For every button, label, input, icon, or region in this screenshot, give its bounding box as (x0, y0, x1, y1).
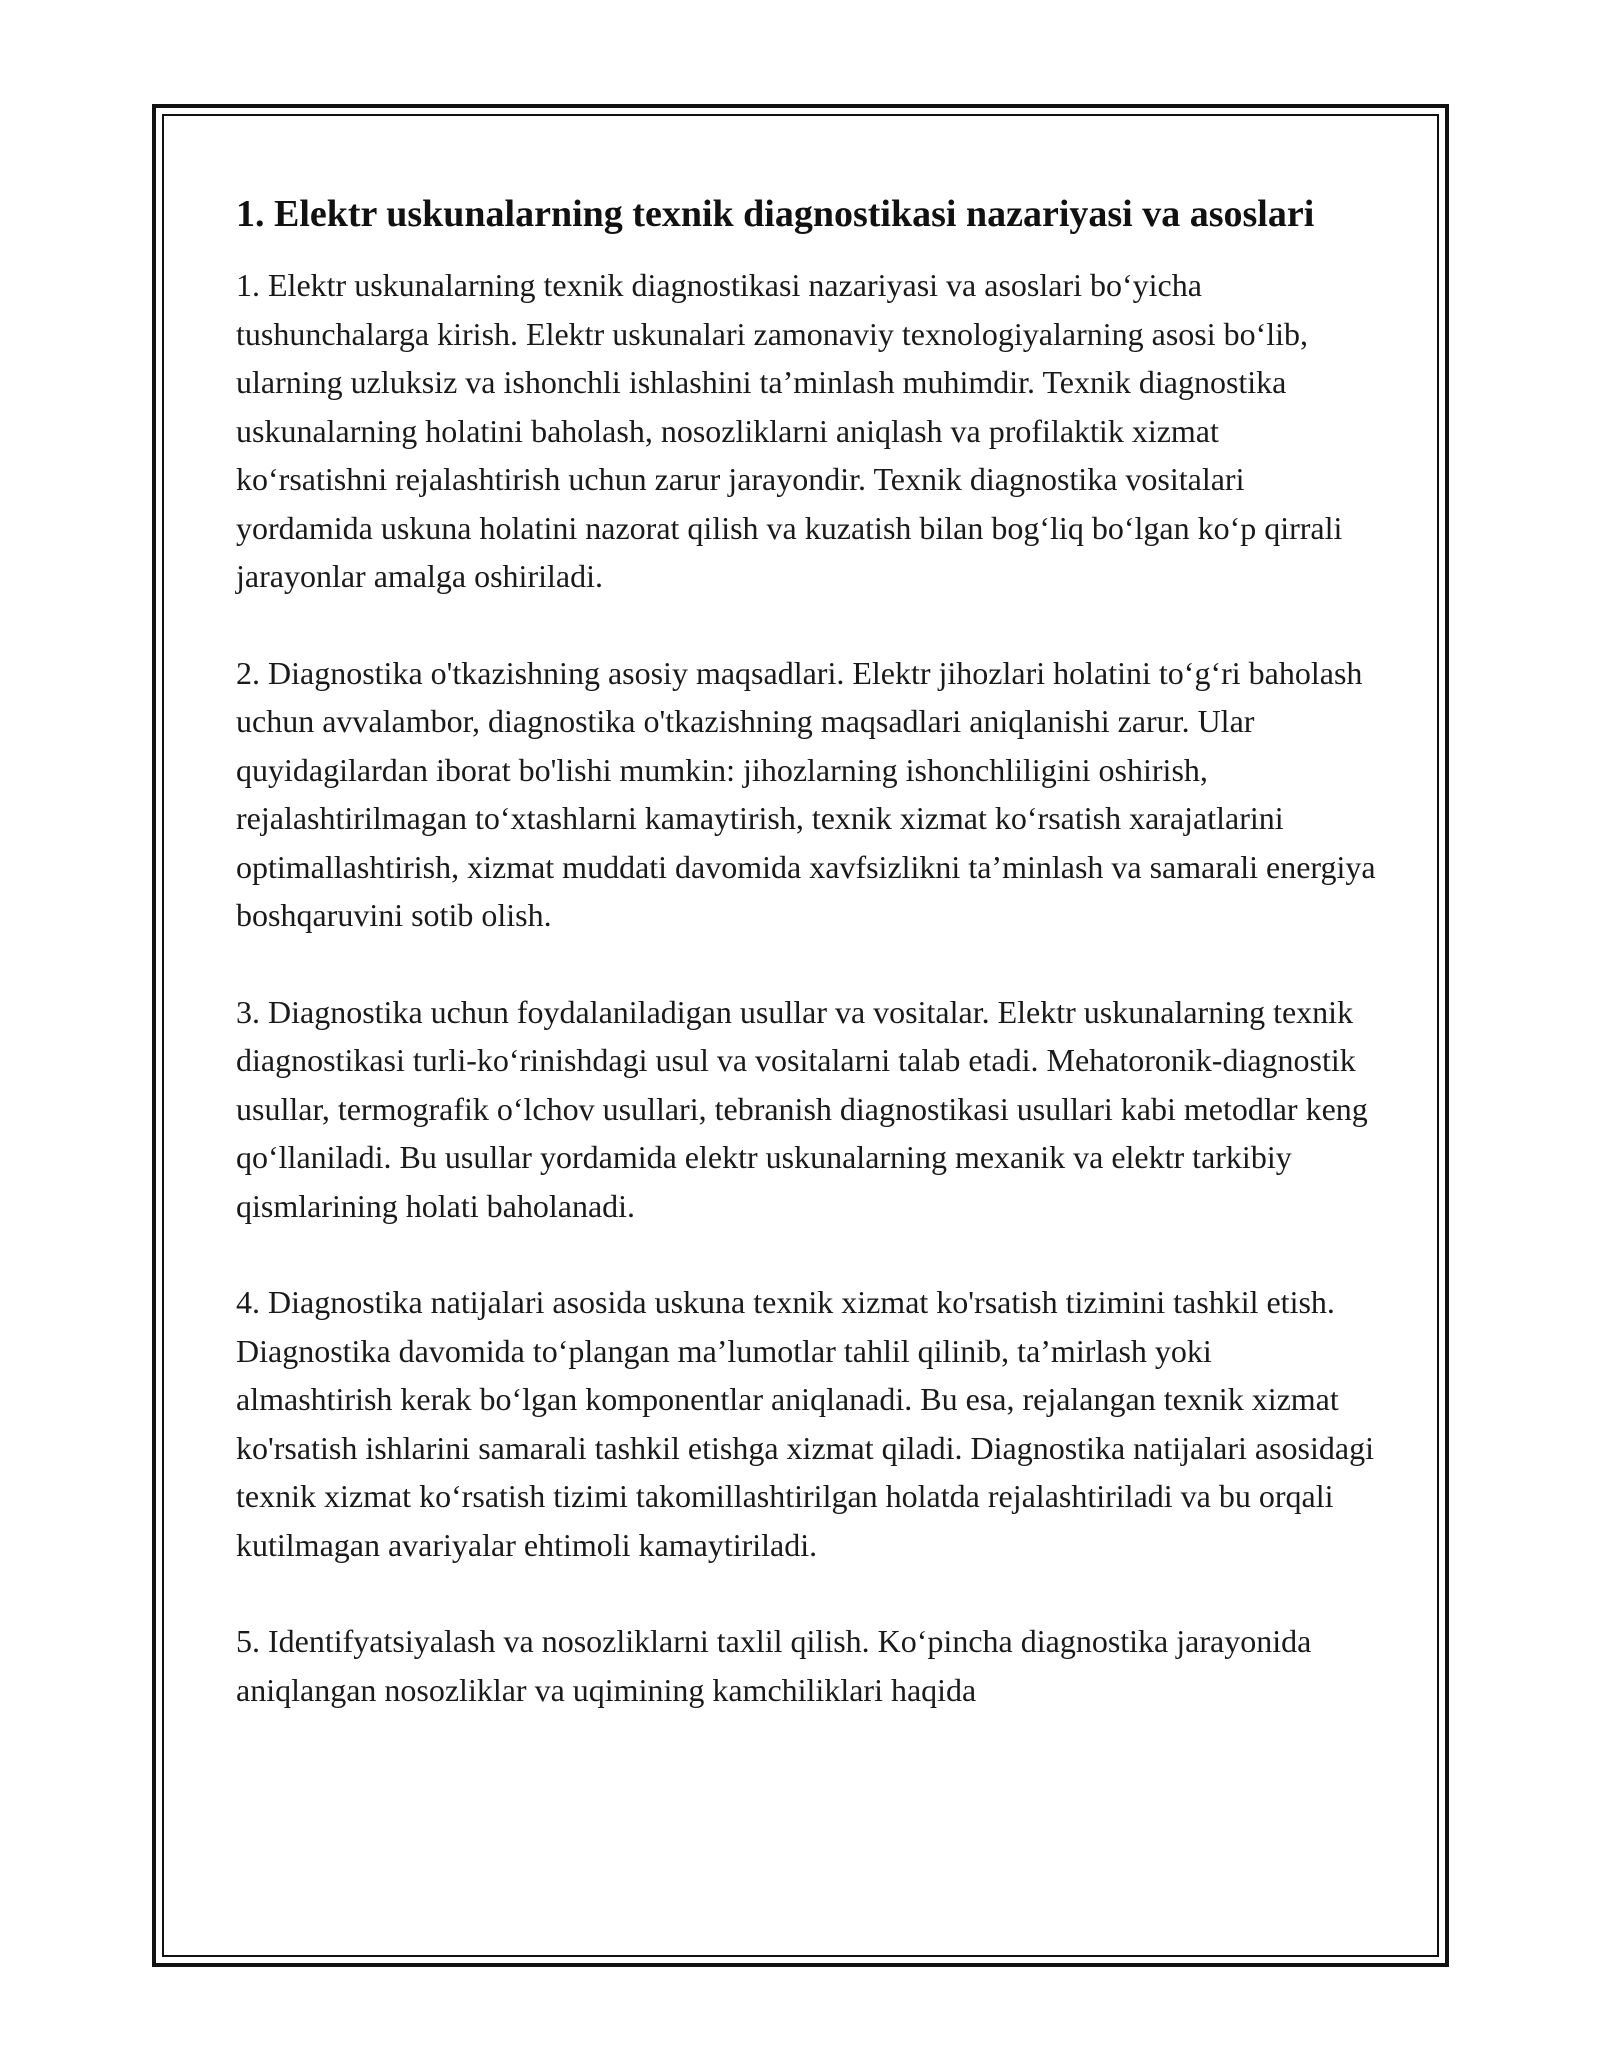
paragraph-5: 5. Identifyatsiyalash va nosozliklarni taxlil qilish. Ko‘pincha diagnostika jarayonida aniqlangan nosozliklar va uqimining kamchiliklari haqida (236, 1623, 1312, 1708)
paragraph-1: 1. Elektr uskunalarning texnik diagnostikasi nazariyasi va asoslari bo‘yicha tushunchalarga kirish. Elektr uskunalari zamonaviy texnologiyalarning asosi bo‘lib, ularning uzluksiz va ishonchli ishlashini ta’minlash muhimdir. Texnik diagnostika uskunalarning holatini baholash, nosozliklarni aniqlash va profilaktik xizmat ko‘rsatishni rejalashtirish uchun zarur jarayondir. Texnik diagnostika vositalari yordamida uskuna holatini nazorat qilish va kuzatish bilan bog‘liq bo‘lgan ko‘p qirrali jarayonlar amalga oshiriladi. (236, 267, 1343, 594)
paragraph-3: 3. Diagnostika uchun foydalaniladigan usullar va vositalar. Elektr uskunalarning texnik diagnostikasi turli-ko‘rinishdagi usul va vositalarni talab etadi. Mehatoronik-diagnostik usullar, termografik o‘lchov usullari, tebranish diagnostikasi usullari kabi metodlar keng qo‘llaniladi. Bu usullar yordamida elektr uskunalarning mexanik va elektr tarkibiy qismlarining holati baholanadi. (236, 993, 1368, 1224)
document-title: 1. Elektr uskunalarning texnik diagnostikasi nazariyasi va asoslari (236, 193, 1315, 235)
paragraph-2: 2. Diagnostika o'tkazishning asosiy maqsadlari. Elektr jihozlari holatini to‘g‘ri baholash uchun avvalambor, diagnostika o'tkazishning maqsadlari aniqlanishi zarur. Ular quyidagilardan iborat bo'lishi mumkin: jihozlarning ishonchliligini oshirish, rejalashtirilmagan to‘xtashlarni kamaytirish, texnik xizmat ko‘rsatish xarajatlarini optimallashtirish, xizmat muddati davomida xavfsizlikni ta’minlash va samarali energiya boshqaruvini sotib olish. (236, 654, 1376, 933)
paragraph-4: 4. Diagnostika natijalari asosida uskuna texnik xizmat ko'rsatish tizimini tashkil etish. Diagnostika davomida to‘plangan ma’lumotlar tahlil qilinib, ta’mirlash yoki almashtirish kerak bo‘lgan komponentlar aniqlanadi. Bu esa, rejalangan texnik xizmat ko'rsatish ishlarini samarali tashkil etishga xizmat qiladi. Diagnostika natijalari asosidagi texnik xizmat ko‘rsatish tizimi takomillashtirilgan holatda rejalashtiriladi va bu orqali kutilmagan avariyalar ehtimoli kamaytiriladi. (236, 1284, 1374, 1563)
document-body (236, 186, 1376, 1762)
